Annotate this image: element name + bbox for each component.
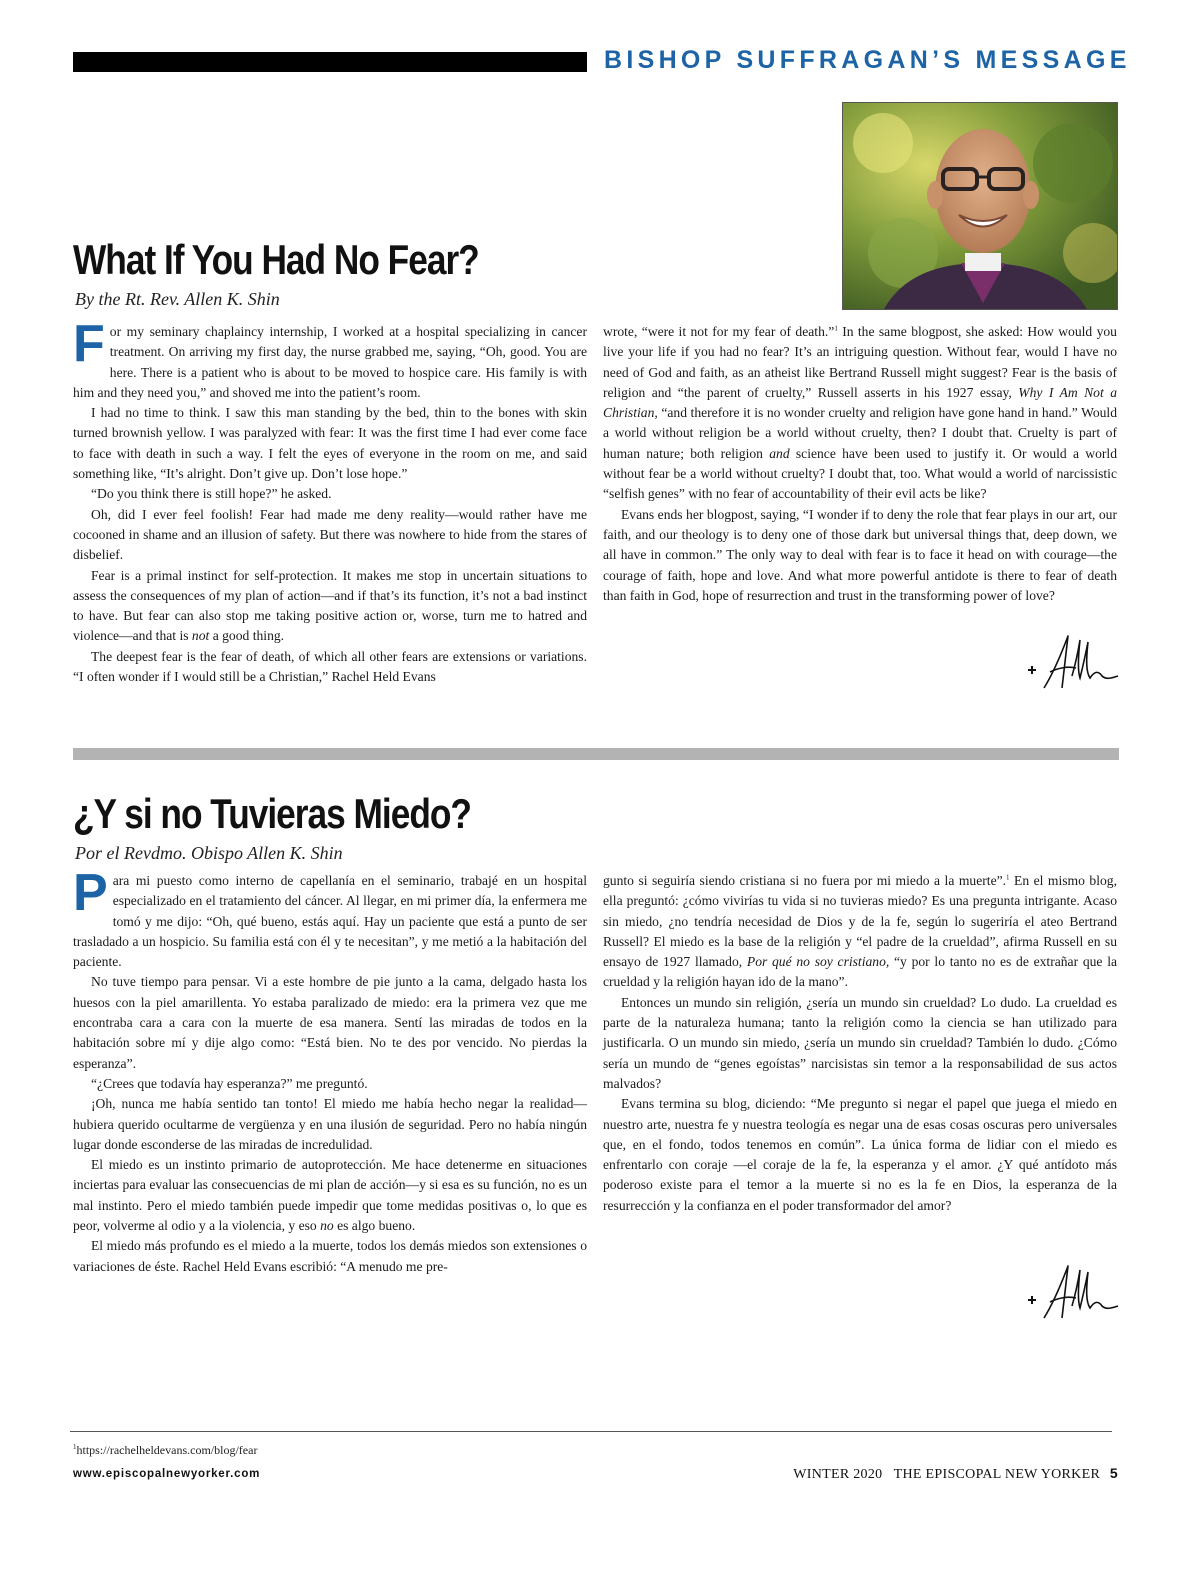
book-title: Por qué no soy cristiano, (746, 954, 890, 970)
english-column-left (73, 315, 587, 687)
section-divider (73, 748, 1119, 760)
byline-spanish: Por el Revdmo. Obispo Allen K. Shin (75, 843, 343, 863)
emphasis: not (191, 628, 210, 644)
paragraph (603, 322, 1117, 505)
publication-name: THE EPISCOPAL NEW YORKER (893, 1467, 1101, 1482)
paragraph (603, 871, 1117, 993)
text-run: El miedo es un instinto primario de autoprotección. Me hace detenerme en situaciones inciertas para evaluar las consecuencias de mi plan de acción—y si esa es su función, no es un mal instinto. Pero el miedo también puede impedir que tome medidas positivas o, lo que es peor, volverme al odio y a la violencia, y eso (73, 1157, 587, 1234)
page-number: 5 (1109, 1465, 1118, 1481)
drop-cap: F (73, 315, 105, 373)
text-run: En el mismo blog, ella preguntó: ¿cómo vivirías tu vida si no tuvieras miedo? Es una pregunta intrigante. Acaso sin miedo, ¿no tendría necesidad de Dios y de la fe, según lo sugeriría el ateo Bertrand Russell? El miedo es la base de la religión y “el padre de la crueldad”, afirma Russell en su ensayo de 1927 llamado, (603, 873, 1117, 970)
paragraph (73, 566, 587, 647)
paragraph: “Do you think there is still hope?” he asked. (91, 486, 332, 502)
emphasis: and (769, 445, 790, 461)
text-run: “and therefore it is no wonder cruelty and religion have gone hand in hand.” Would a world without religion be a world without cruelty, then? I doubt that. Cruelty is part of human nature; both religion (603, 405, 1117, 461)
footnote-link[interactable]: https://rachelheldevans.com/blog/fear (76, 1443, 258, 1457)
footnote (73, 1443, 257, 1458)
byline-english: By the Rt. Rev. Allen K. Shin (75, 289, 280, 309)
signature-image (1022, 1262, 1122, 1322)
text-run: In the same blogpost, she asked: How would you live your life if you had no fear? It’s an intriguing question. Without fear, would I have no need of God and faith, as an atheist like Bertrand Russell might suggest? Fear is the basis of religion and “the parent of cruelty,” Russell asserts in his 1927 essay, (603, 324, 1117, 400)
signature-image (1022, 632, 1122, 692)
footnote-rule (70, 1431, 1112, 1432)
drop-cap: P (73, 864, 108, 922)
paragraph (73, 1155, 587, 1236)
footnote-marker: 1 (73, 1443, 77, 1451)
text-run: Fear is a primal instinct for self-protection. It makes me stop in uncertain situations to assess the consequences of my plan of action—and if that’s its function, it’s not a bad instinct to have. But fear can also stop me taking positive action or, worse, turn me to hatred and violence—and that is (73, 567, 587, 644)
paragraph: El miedo más profundo es el miedo a la muerte, todos los demás miedos son extensiones o variaciones de éste. Rachel Held Evans escribió: “A menudo me pre- (73, 1238, 587, 1274)
article-title-english: What If You Had No Fear? (73, 236, 479, 283)
text-run: gunto si seguiría siendo cristiana si no fuera por mi miedo a la muerte”. (603, 873, 1007, 888)
english-column-right (603, 322, 1117, 606)
article-title-spanish: ¿Y si no Tuvieras Miedo? (73, 790, 471, 837)
paragraph: “¿Crees que todavía hay esperanza?” me preguntó. (91, 1075, 368, 1091)
book-title: Why I Am Not a Christian, (603, 384, 1117, 421)
issue-date: WINTER 2020 (793, 1467, 883, 1482)
text-run: a good thing. (209, 628, 285, 644)
paragraph: ara mi puesto como interno de capellanía en el seminario, trabajé en un hospital especializado en el tratamiento del cáncer. Al llegar, en mi primer día, la enfermera me tomó y me dijo: “Oh, qué bueno, estás aquí. Hay un paciente que está a punto de ser trasladado a un hospicio. Su familia está con él y te necesitan”, y me metió a la habitación del paciente. (73, 873, 587, 970)
paragraph: The deepest fear is the fear of death, of which all other fears are extensions or variations. “I often wonder if I would still be a Christian,” Rachel Held Evans (73, 648, 587, 685)
footnote-ref[interactable]: 1 (1006, 873, 1010, 882)
paragraph: No tuve tiempo para pensar. Vi a este hombre de pie junto a la cama, delgado hasta los huesos con la piel amarillenta. Yo estaba paralizado de miedo: era la primera vez que me encontraba cara a cara con la muerte de esa manera. Sentí las miradas de todos en la habitación sobre mí y dije algo como: “Está bien. No te des por vencido. No pierdas la esperanza”. (73, 974, 587, 1071)
paragraph: ¡Oh, nunca me había sentido tan tonto! El miedo me había hecho negar la realidad—hubiera querido ocultarme de vergüenza y en una ilusión de seguridad. Pero no había ningún lugar donde esconderse de las miradas de incredulidad. (73, 1096, 587, 1152)
spanish-column-right (603, 871, 1117, 1216)
footer-issue-info (793, 1465, 1118, 1483)
paragraph: Entonces un mundo sin religión, ¿sería un mundo sin crueldad? Lo dudo. La crueldad es parte de la naturaleza humana; tanto la religión como la ciencia se han utilizado para justificarla. O un mundo sin miedo, ¿sería un mundo sin crueldad? También lo dudo. ¿Cómo sería un mundo de “genes egoístas” narcisistas sin temor a la responsabilidad de sus actos malvados? (603, 994, 1117, 1091)
paragraph: Evans termina su blog, diciendo: “Me pregunto si negar el papel que juega el miedo en nuestro arte, nuestra fe y nuestra teología es negar una de esas cosas oscuras pero universales que, en el fondo, todos tenemos en común”. La única forma de lidiar con el miedo es enfrentarlo con coraje —el coraje de la fe, la esperanza y el amor. ¿Y qué antídoto más poderoso existe para el temor a la muerte si no es la fe en Dios, la esperanza de la resurrección y la confianza en el poder transformador del amor? (603, 1096, 1117, 1213)
text-run: science have been used to justify it. Or would a world without fear be a world without cruelty? I doubt that, too. What would a world of narcissistic “selfish genes” with no fear of accountability of their evil acts be like? (603, 445, 1117, 502)
paragraph: Evans ends her blogpost, saying, “I wonder if to deny the role that fear plays in our art, our faith, and our theology is to deny one of those dark but universal things that, deep down, we all have in common.” The only way to deal with fear is to face it head on with courage—the courage of faith, hope and love. And what more powerful antidote is there to fear of death than faith in God, hope of resurrection and trust in the transforming power of love? (603, 506, 1117, 603)
footer-website[interactable]: www.episcopalnewyorker.com (73, 1468, 261, 1480)
text-run: es algo bueno. (333, 1218, 416, 1234)
paragraph: or my seminary chaplaincy internship, I worked at a hospital specializing in cancer treatment. On arriving my first day, the nurse grabbed me, saying, “Oh, good. You are here. There is a patient who is about to be moved to hospice care. His family is with him and they need you,” and shoved me into the patient’s room. (73, 324, 587, 400)
paragraph: I had no time to think. I saw this man standing by the bed, thin to the bones with skin turned brownish yellow. I was paralyzed with fear: It was the first time I had ever come face to face with death in such a way. I felt the eyes of everyone in the room on me, and said something like, “It’s alright. Don’t give up. Don’t lose hope.” (73, 405, 587, 482)
bishop-portrait-photo (842, 102, 1118, 310)
paragraph: Oh, did I ever feel foolish! Fear had made me deny reality—would rather have me cocooned in shame and an illusion of safety. But there was nowhere to hide from the stares of disbelief. (73, 506, 587, 563)
emphasis: no (320, 1218, 334, 1234)
section-title: BISHOP SUFFRAGAN’S MESSAGE (604, 46, 1131, 74)
spanish-column-left (73, 864, 587, 1277)
text-run: wrote, “were it not for my fear of death.” (603, 324, 835, 339)
text-run: “y por lo tanto no es de extrañar que la crueldad y la religión hayan ido de la mano”. (603, 954, 1118, 990)
header-black-bar (73, 52, 587, 72)
footnote-ref[interactable]: 1 (834, 324, 838, 333)
